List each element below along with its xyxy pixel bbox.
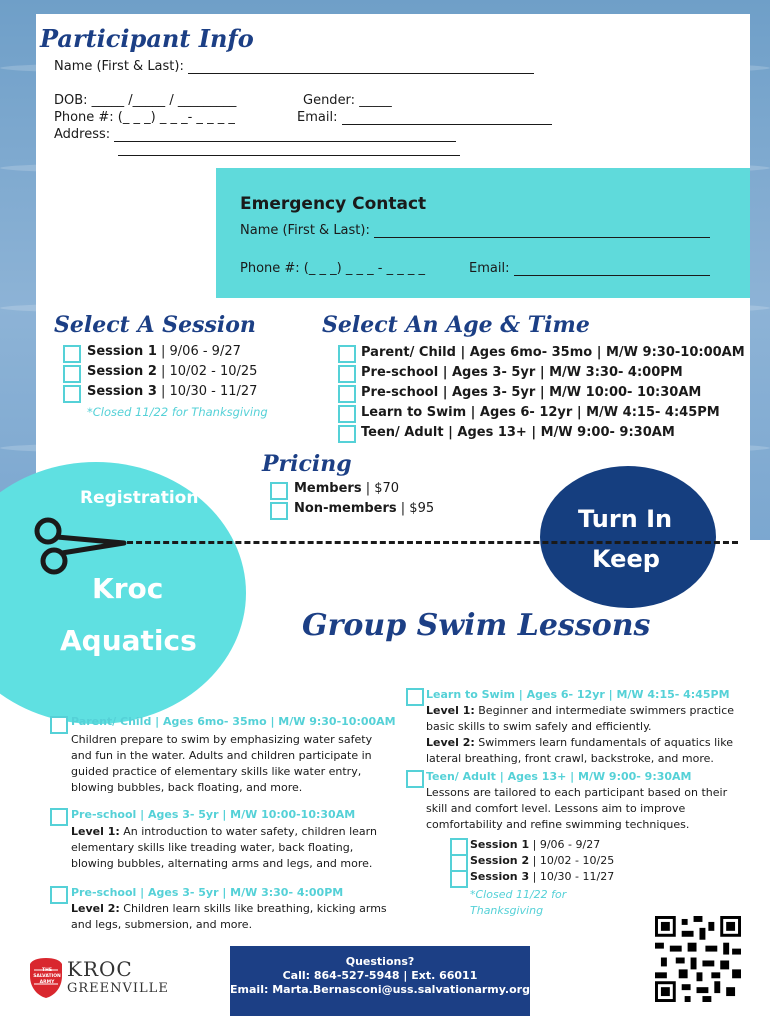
turn-in-label: Turn In xyxy=(578,505,673,533)
preschool-pm-option: Pre-school | Ages 3- 5yr | M/W 3:30- 4:00PM xyxy=(361,365,683,380)
nonmembers-option xyxy=(294,501,434,516)
lesson-note-line-2: Thanksgiving xyxy=(470,904,544,917)
emergency-name-field[interactable] xyxy=(240,223,710,238)
parent-child-checkbox[interactable] xyxy=(338,345,356,363)
session-heading: Select A Session xyxy=(54,312,256,338)
lesson-preschool-pm-head: Pre-school | Ages 3- 5yr | M/W 3:30- 4:00PM xyxy=(71,886,344,899)
address-label: Address: xyxy=(54,127,111,142)
lesson-session-1-label xyxy=(470,837,600,853)
lesson-lts-level-1-text: Beginner and intermediate swimmers practice basic skills to swim safely and efficiently. xyxy=(426,704,735,733)
lesson-thanksgiving-note xyxy=(470,887,566,919)
session-2-label xyxy=(87,364,257,379)
questions-call[interactable]: Call: 864-527-5948 | Ext. 66011 xyxy=(282,969,478,982)
lesson-parent-child-desc: Children prepare to swim by emphasizing water safety and fun in the water. Adults and children participate in guided practice of elementary skills like water entry, blowing bubbles, back floating, and more. xyxy=(71,733,373,794)
emergency-email-field[interactable] xyxy=(469,261,710,276)
questions-email[interactable]: Email: Marta.Bernasconi@uss.salvationarmy.org xyxy=(230,983,530,996)
lesson-session-1-name: Session 1 xyxy=(470,838,530,851)
emergency-heading: Emergency Contact xyxy=(240,194,427,214)
lesson-session-2-dates: | 10/02 - 10/25 xyxy=(529,854,615,867)
email-field[interactable] xyxy=(297,110,552,125)
dob-field[interactable]: DOB: _____ /_____ / _________ xyxy=(54,93,237,108)
questions-box xyxy=(230,946,530,1016)
lesson-session-3-dates: | 10/30 - 11/27 xyxy=(529,870,615,883)
participant-heading: Participant Info xyxy=(40,24,254,53)
lesson-preschool-pm-checkbox[interactable] xyxy=(50,886,68,904)
address-line xyxy=(114,141,456,142)
lesson-lts-level-1: Level 1: xyxy=(426,704,475,717)
phone-field[interactable]: Phone #: (_ _ _) _ _ _- _ _ _ _ xyxy=(54,110,235,125)
session-3-name: Session 3 xyxy=(87,384,157,399)
scissors-icon xyxy=(32,515,132,575)
teen-adult-option: Teen/ Adult | Ages 13+ | M/W 9:00- 9:30AM xyxy=(361,425,675,440)
pricing-heading: Pricing xyxy=(262,451,352,477)
kroc-logo-text: KROC xyxy=(67,957,133,981)
qr-code-icon[interactable] xyxy=(655,916,741,1002)
lesson-preschool-level-2: Level 2: xyxy=(71,902,120,915)
aquatics-label: Aquatics xyxy=(60,624,197,657)
lesson-lts-level-2-text: Swimmers learn fundamentals of aquatics like lateral breathing, front crawl, backstroke, and more. xyxy=(426,736,733,765)
emergency-email-line xyxy=(514,275,710,276)
lesson-teen-adult-desc: Lessons are tailored to each participant based on their skill and comfort level. Lessons aim to improve comfortability and refine swimming techniques. xyxy=(426,786,728,831)
teen-adult-checkbox[interactable] xyxy=(338,425,356,443)
emergency-name-line xyxy=(374,237,710,238)
lesson-preschool-am-checkbox[interactable] xyxy=(50,808,68,826)
gender-field[interactable]: Gender: _____ xyxy=(303,93,392,108)
lesson-note-line-1: *Closed 11/22 for xyxy=(470,888,567,901)
keep-label: Keep xyxy=(592,545,660,573)
lesson-teen-adult-checkbox[interactable] xyxy=(406,770,424,788)
email-label: Email: xyxy=(297,110,338,125)
learn-to-swim-option: Learn to Swim | Ages 6- 12yr | M/W 4:15- 4:45PM xyxy=(361,405,720,420)
lesson-session-3-name: Session 3 xyxy=(470,870,530,883)
members-checkbox[interactable] xyxy=(270,482,288,500)
lesson-preschool-am-desc xyxy=(71,824,383,872)
preschool-am-checkbox[interactable] xyxy=(338,385,356,403)
emergency-contact-box xyxy=(216,168,750,298)
emergency-email-label: Email: xyxy=(469,261,510,276)
name-label: Name (First & Last): xyxy=(54,59,184,74)
lesson-session-2-label xyxy=(470,853,614,869)
members-price: | $70 xyxy=(361,481,400,496)
name-line xyxy=(188,73,534,74)
greenville-logo-text: GREENVILLE xyxy=(67,981,169,996)
shield-text: THE SALVATION ARMY xyxy=(33,968,61,985)
preschool-am-option: Pre-school | Ages 3- 5yr | M/W 10:00- 10:30AM xyxy=(361,385,702,400)
nonmembers-checkbox[interactable] xyxy=(270,502,288,520)
emergency-name-label: Name (First & Last): xyxy=(240,223,370,238)
learn-to-swim-checkbox[interactable] xyxy=(338,405,356,423)
age-time-heading: Select An Age & Time xyxy=(322,312,590,338)
lesson-preschool-am-head: Pre-school | Ages 3- 5yr | M/W 10:00-10:30AM xyxy=(71,808,356,821)
address-line-2[interactable] xyxy=(118,155,460,156)
session-2-name: Session 2 xyxy=(87,364,157,379)
lesson-parent-child-checkbox[interactable] xyxy=(50,716,68,734)
lesson-preschool-level-2-text: Children learn skills like breathing, kicking arms and legs, submersion, and more. xyxy=(71,902,387,931)
members-label: Members xyxy=(294,481,362,496)
email-line xyxy=(342,124,552,125)
name-field[interactable] xyxy=(54,59,534,74)
questions-title: Questions? xyxy=(345,955,415,968)
nonmembers-price: | $95 xyxy=(396,501,435,516)
session-2-dates: | 10/02 - 10/25 xyxy=(156,364,258,379)
lesson-learn-to-swim-desc xyxy=(426,703,738,767)
preschool-pm-checkbox[interactable] xyxy=(338,365,356,383)
session-3-checkbox[interactable] xyxy=(63,385,81,403)
lesson-preschool-level-1-text: An introduction to water safety, children learn elementary skills like treading water, back floating, blowing bubbles, alternating arms and legs, and more. xyxy=(71,825,377,870)
lesson-teen-adult-head: Teen/ Adult | Ages 13+ | M/W 9:00- 9:30AM xyxy=(426,770,692,783)
lesson-preschool-level-1: Level 1: xyxy=(71,825,120,838)
session-1-checkbox[interactable] xyxy=(63,345,81,363)
nonmembers-label: Non-members xyxy=(294,501,397,516)
session-3-dates: | 10/30 - 11/27 xyxy=(156,384,258,399)
kroc-label: Kroc xyxy=(92,572,164,605)
emergency-phone-field[interactable]: Phone #: (_ _ _) _ _ _ - _ _ _ _ xyxy=(240,261,425,276)
lesson-session-1-dates: | 9/06 - 9/27 xyxy=(529,838,601,851)
session-1-label xyxy=(87,344,241,359)
parent-child-option: Parent/ Child | Ages 6mo- 35mo | M/W 9:30-10:00AM xyxy=(361,345,745,360)
members-option xyxy=(294,481,399,496)
cut-line xyxy=(118,541,738,544)
session-3-label xyxy=(87,384,257,399)
address-field[interactable] xyxy=(54,127,456,142)
lesson-learn-to-swim-checkbox[interactable] xyxy=(406,688,424,706)
lessons-heading: Group Swim Lessons xyxy=(302,608,651,643)
turn-in-keep-circle xyxy=(540,466,716,608)
lesson-parent-child-head: Parent/ Child | Ages 6mo- 35mo | M/W 9:30-10:00AM xyxy=(71,715,396,728)
lesson-learn-to-swim-head: Learn to Swim | Ages 6- 12yr | M/W 4:15- 4:45PM xyxy=(426,688,730,701)
session-1-name: Session 1 xyxy=(87,344,157,359)
session-2-checkbox[interactable] xyxy=(63,365,81,383)
session-1-dates: | 9/06 - 9/27 xyxy=(156,344,241,359)
lesson-preschool-pm-desc xyxy=(71,901,393,933)
registration-label: Registration xyxy=(80,488,199,508)
lesson-lts-level-2: Level 2: xyxy=(426,736,475,749)
lesson-session-3-checkbox[interactable] xyxy=(450,870,468,888)
thanksgiving-note: *Closed 11/22 for Thanksgiving xyxy=(87,405,268,419)
lesson-session-2-name: Session 2 xyxy=(470,854,530,867)
lesson-session-3-label xyxy=(470,869,614,885)
